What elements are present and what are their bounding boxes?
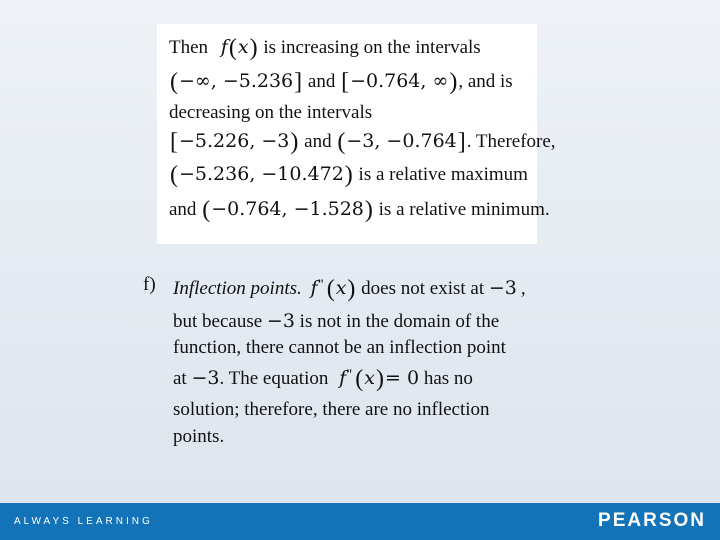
interval: −3, −0.764 xyxy=(346,130,457,152)
point: −5.236, −10.472 xyxy=(179,163,344,185)
bracket-open: [ xyxy=(170,129,178,155)
interval: −0.764, ∞ xyxy=(350,70,449,92)
bracket-close: ] xyxy=(294,69,303,95)
text: is a relative maximum xyxy=(358,164,528,185)
value: −3 xyxy=(266,310,295,332)
tagline: ALWAYS LEARNING xyxy=(14,516,153,527)
interval: −5.226, −3 xyxy=(179,130,290,152)
part-f-line-5: solution; therefore, there are no inflection xyxy=(173,399,490,420)
text: , and is xyxy=(458,71,513,92)
paren-open: ( xyxy=(170,69,178,95)
paren-close: ) xyxy=(290,129,299,155)
point: −0.764, −1.528 xyxy=(211,198,364,220)
text-line-4 xyxy=(169,130,556,153)
text: , xyxy=(520,278,526,299)
interval: −∞, −5.236 xyxy=(179,70,294,92)
text: but because xyxy=(173,311,263,332)
math-f: f xyxy=(339,367,347,389)
math-f: f xyxy=(310,277,318,299)
text-line-3: decreasing on the intervals xyxy=(169,102,373,123)
part-f-line-1 xyxy=(173,274,526,300)
text: is a relative minimum. xyxy=(378,199,550,220)
text: is not in the domain of the xyxy=(299,311,500,332)
text: and xyxy=(307,71,336,92)
part-f-line-6: points. xyxy=(173,426,225,447)
text-line-1 xyxy=(169,36,481,59)
text: . The equation xyxy=(219,368,329,389)
paren-open: ( xyxy=(202,197,211,223)
equals-zero: = 0 xyxy=(385,367,420,389)
bracket-open: [ xyxy=(341,69,350,95)
double-prime: " xyxy=(317,277,324,293)
text: at xyxy=(173,368,187,389)
text-line-6 xyxy=(169,198,550,221)
text: and xyxy=(304,131,332,152)
pearson-logo: PEARSON xyxy=(598,510,706,531)
text: has no xyxy=(423,368,473,389)
bracket-close: ] xyxy=(457,129,466,155)
text-line-2 xyxy=(169,70,513,93)
text: Then xyxy=(169,37,209,58)
paren-open: ( xyxy=(170,162,178,188)
part-f-line-2 xyxy=(173,310,499,333)
part-f-line-4 xyxy=(173,364,473,390)
paren-open: ( xyxy=(326,276,335,302)
double-prime: " xyxy=(346,367,353,383)
paren-open: ( xyxy=(337,129,346,155)
value: −3 xyxy=(191,367,220,389)
math-x: x xyxy=(237,36,249,58)
paren-open: ( xyxy=(228,35,237,61)
paren-close: ) xyxy=(249,35,258,61)
text: and xyxy=(169,199,197,220)
paren-close: ) xyxy=(364,197,373,223)
math-x: x xyxy=(364,367,375,389)
text: is increasing on the intervals xyxy=(263,37,481,58)
paren-close: ) xyxy=(344,162,353,188)
math-x: x xyxy=(335,277,347,299)
part-f-line-3: function, there cannot be an inflection point xyxy=(173,337,506,358)
paren-close: ) xyxy=(376,366,384,392)
part-label: f) xyxy=(143,274,156,295)
paren-open: ( xyxy=(355,366,364,392)
text: does not exist at xyxy=(361,278,485,299)
paren-close: ) xyxy=(347,276,356,302)
value: −3 xyxy=(488,277,517,299)
math-f: f xyxy=(220,36,228,58)
part-heading: Inflection points. xyxy=(173,278,302,299)
footer-bar xyxy=(0,503,720,540)
text-line-5 xyxy=(169,163,528,186)
paren-close: ) xyxy=(449,69,458,95)
text: . Therefore, xyxy=(466,131,556,152)
